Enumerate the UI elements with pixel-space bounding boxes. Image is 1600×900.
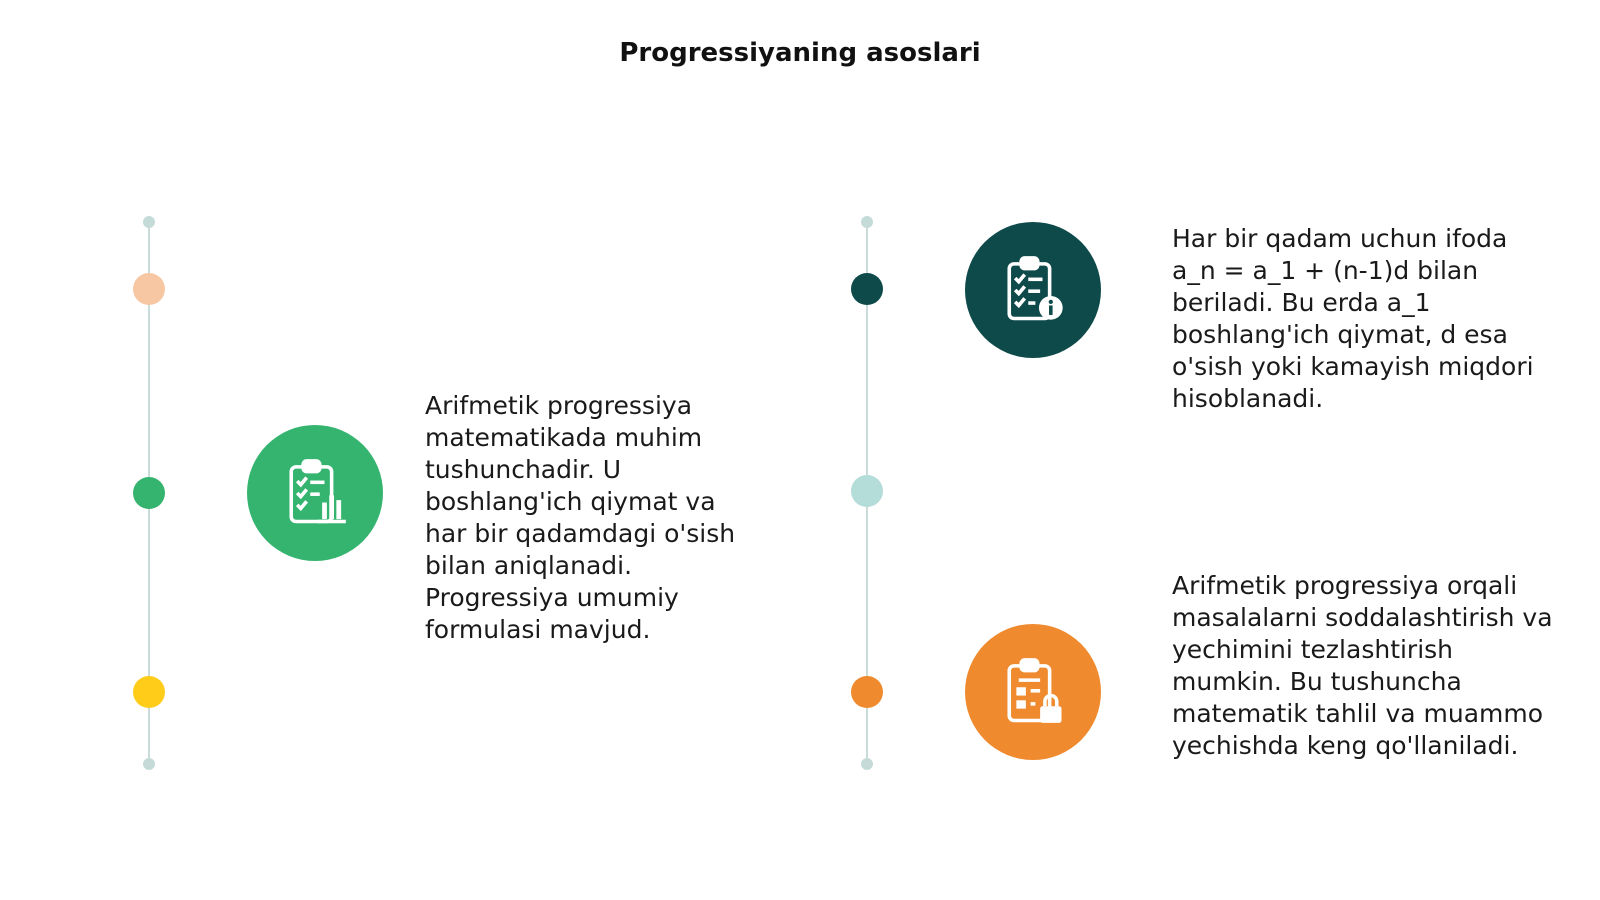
timeline-right-top-cap [861, 216, 873, 228]
clipboard-lock-icon [995, 654, 1071, 730]
item-3-text: Arifmetik progressiya orqali masalalarni soddalashtirish va yechimini tezlashtirish mumkin. Bu tushuncha matematik tahlil va muammo yechishda keng qo'llaniladi. [1172, 571, 1553, 760]
item-2-text: Har bir qadam uchun ifoda a_n = a_1 + (n-1)d bilan beriladi. Bu erda a_1 boshlang'ich qiymat, d esa o'sish yoki kamayish miqdori hisoblanadi. [1172, 224, 1534, 413]
timeline-left-top-cap [143, 216, 155, 228]
timeline-dot-green [133, 477, 165, 509]
badge-orange [965, 624, 1101, 760]
badge-teal [965, 222, 1101, 358]
timeline-dot-orange [851, 676, 883, 708]
timeline-dot-yellow [133, 676, 165, 708]
badge-green [247, 425, 383, 561]
timeline-dot-teal-light [851, 475, 883, 507]
timeline-dot-teal-dark [851, 273, 883, 305]
clipboard-info-icon [995, 252, 1071, 328]
item-1-text: Arifmetik progressiya matematikada muhim tushunchadir. U boshlang'ich qiymat va har bir qadamdagi o'sish bilan aniqlanadi. Progressiya umumiy formulasi mavjud. [425, 391, 736, 644]
timeline-dot-peach [133, 273, 165, 305]
page-title: Progressiyaning asoslari [619, 38, 981, 68]
timeline-right-bottom-cap [861, 758, 873, 770]
timeline-left-bottom-cap [143, 758, 155, 770]
clipboard-chart-icon [277, 455, 353, 531]
